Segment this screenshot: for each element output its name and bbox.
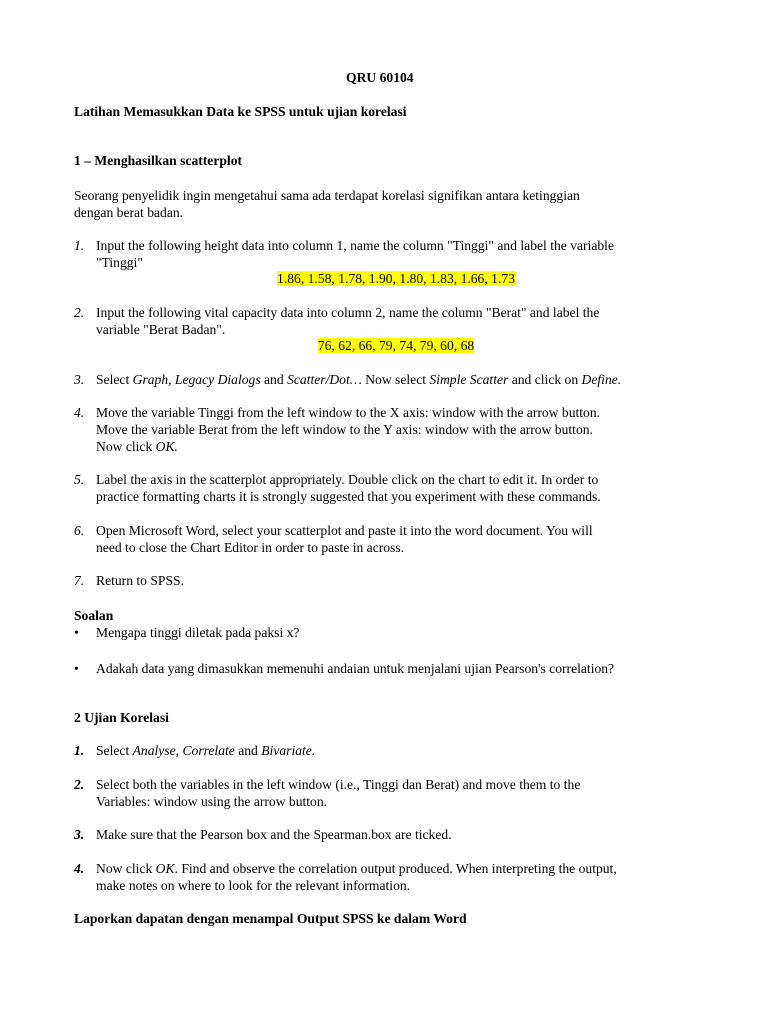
step-number: 7. [74, 573, 85, 588]
step4-line2: Move the variable Berat from the left window to the Y axis: window with the arrow button. [96, 422, 593, 437]
intro-line-1: Seorang penyelidik ingin mengetahui sama ada terdapat korelasi signifikan antara ketinggian [74, 188, 580, 203]
step-number: 5. [74, 472, 85, 487]
step5-line2: practice formatting charts it is strongly suggested that you experiment with these commands. [96, 489, 601, 504]
s2-step4-line2: make notes on where to look for the relevant information. [96, 878, 411, 893]
s2-step4-line1: Now click OK. Find and observe the correlation output produced. When interpreting the output, [96, 861, 617, 876]
step-number: 1. [74, 743, 85, 758]
step-number: 1. [74, 238, 85, 253]
weight-data-highlight: 76, 62, 66, 79, 74, 79, 60, 68 [317, 338, 475, 353]
step4-line3: Now click OK. [96, 439, 178, 454]
step1-line2: "Tinggi" [96, 255, 143, 270]
step-number: 4. [74, 405, 85, 420]
step-number: 6. [74, 523, 85, 538]
s2-step2-line1: Select both the variables in the left window (i.e., Tinggi dan Berat) and move them to the [96, 777, 581, 792]
question-1: Mengapa tinggi diletak pada paksi x? [96, 625, 300, 640]
step1-line1: Input the following height data into column 1, name the column "Tinggi" and label the variable [96, 238, 614, 253]
course-code: QRU 60104 [346, 70, 414, 85]
weight-data-row [96, 337, 696, 354]
s2-step2-line2: Variables: window using the arrow button. [96, 794, 328, 809]
step-number: 2. [74, 777, 85, 792]
step3-line: Select Graph, Legacy Dialogs and Scatter/Dot… Now select Simple Scatter and click on Define. [96, 372, 622, 387]
s2-step3-line: Make sure that the Pearson box and the Spearman.box are ticked. [96, 827, 452, 842]
step6-line2: need to close the Chart Editor in order to paste in across. [96, 540, 405, 555]
height-data-highlight: 1.86, 1.58, 1.78, 1.90, 1.80, 1.83, 1.66, 1.73 [277, 271, 515, 286]
s2-step1-line: Select Analyse, Correlate and Bivariate. [96, 743, 316, 758]
step-number: 3. [74, 827, 85, 842]
step-number: 3. [74, 372, 85, 387]
bullet-icon: • [74, 661, 79, 676]
step-number: 4. [74, 861, 85, 876]
bullet-icon: • [74, 625, 79, 640]
step2-line2: variable "Berat Badan". [96, 322, 226, 337]
question-2: Adakah data yang dimasukkan memenuhi andaian untuk menjalani ujian Pearson's correlation? [96, 661, 615, 676]
height-data-row [96, 270, 696, 287]
step7-line1: Return to SPSS. [96, 573, 185, 588]
step5-line1: Label the axis in the scatterplot appropriately. Double click on the chart to edit it. In order to [96, 472, 599, 487]
step-number: 2. [74, 305, 85, 320]
step4-line1: Move the variable Tinggi from the left window to the X axis: window with the arrow button. [96, 405, 601, 420]
step6-line1: Open Microsoft Word, select your scatterplot and paste it into the word document. You will [96, 523, 593, 538]
document-title: Latihan Memasukkan Data ke SPSS untuk ujian korelasi [74, 104, 407, 119]
intro-line-2: dengan berat badan. [74, 205, 184, 220]
section1-heading: 1 – Menghasilkan scatterplot [74, 153, 243, 168]
report-instruction: Laporkan dapatan dengan menampal Output SPSS ke dalam Word [74, 911, 467, 926]
section2-heading: 2 Ujian Korelasi [74, 710, 169, 725]
step2-line1: Input the following vital capacity data into column 2, name the column "Berat" and label the [96, 305, 600, 320]
soalan-heading: Soalan [74, 608, 114, 623]
